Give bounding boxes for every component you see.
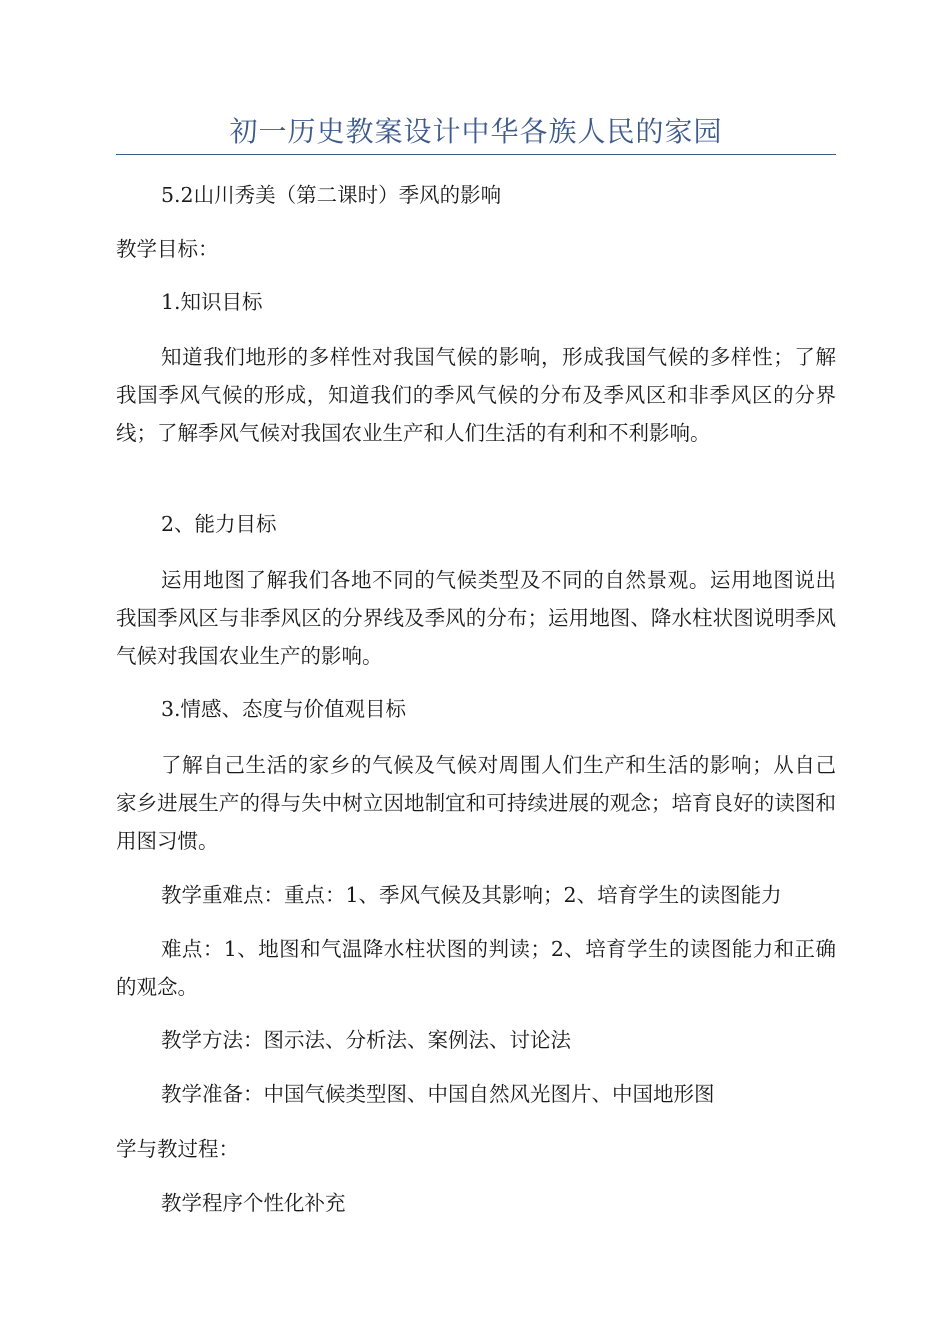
knowledge-paragraph: 知道我们地形的多样性对我国气候的影响，形成我国气候的多样性；了解我国季风气候的形成，知道我们的季风气候的分布及季风区和非季风区的分界线；了解季风气候对我国农业生产和人们生活的有利和不利影响。 xyxy=(116,345,836,445)
objectives-heading: 教学目标： xyxy=(116,237,219,261)
program-heading: 教学程序个性化补充 xyxy=(161,1191,346,1215)
teaching-methods: 教学方法：图示法、分析法、案例法、讨论法 xyxy=(161,1028,571,1052)
process-heading: 学与教过程： xyxy=(116,1137,239,1161)
document-title: 初一历史教案设计中华各族人民的家园 xyxy=(229,115,723,148)
ability-paragraph: 运用地图了解我们各地不同的气候类型及不同的自然景观。运用地图说出我国季风区与非季风区的分界线及季风的分布；运用地图、降水柱状图说明季风气候对我国农业生产的影响。 xyxy=(116,568,836,668)
emotion-paragraph: 了解自己生活的家乡的气候及气候对周围人们生产和生活的影响；从自己家乡进展生产的得与失中树立因地制宜和可持续进展的观念；培育良好的读图和用图习惯。 xyxy=(116,753,836,853)
ability-heading: 2、能力目标 xyxy=(161,512,277,536)
knowledge-heading: 1.知识目标 xyxy=(161,290,263,314)
lesson-heading: 5.2山川秀美（第二课时）季风的影响 xyxy=(161,183,502,207)
emotion-heading: 3.情感、态度与价值观目标 xyxy=(161,697,407,721)
difficult-points: 难点：1、地图和气温降水柱状图的判读；2、培育学生的读图能力和正确的观念。 xyxy=(116,937,836,999)
teaching-preparation: 教学准备：中国气候类型图、中国自然风光图片、中国地形图 xyxy=(161,1082,715,1106)
title-underline xyxy=(116,154,836,155)
key-points: 教学重难点：重点：1、季风气候及其影响；2、培育学生的读图能力 xyxy=(161,883,782,907)
